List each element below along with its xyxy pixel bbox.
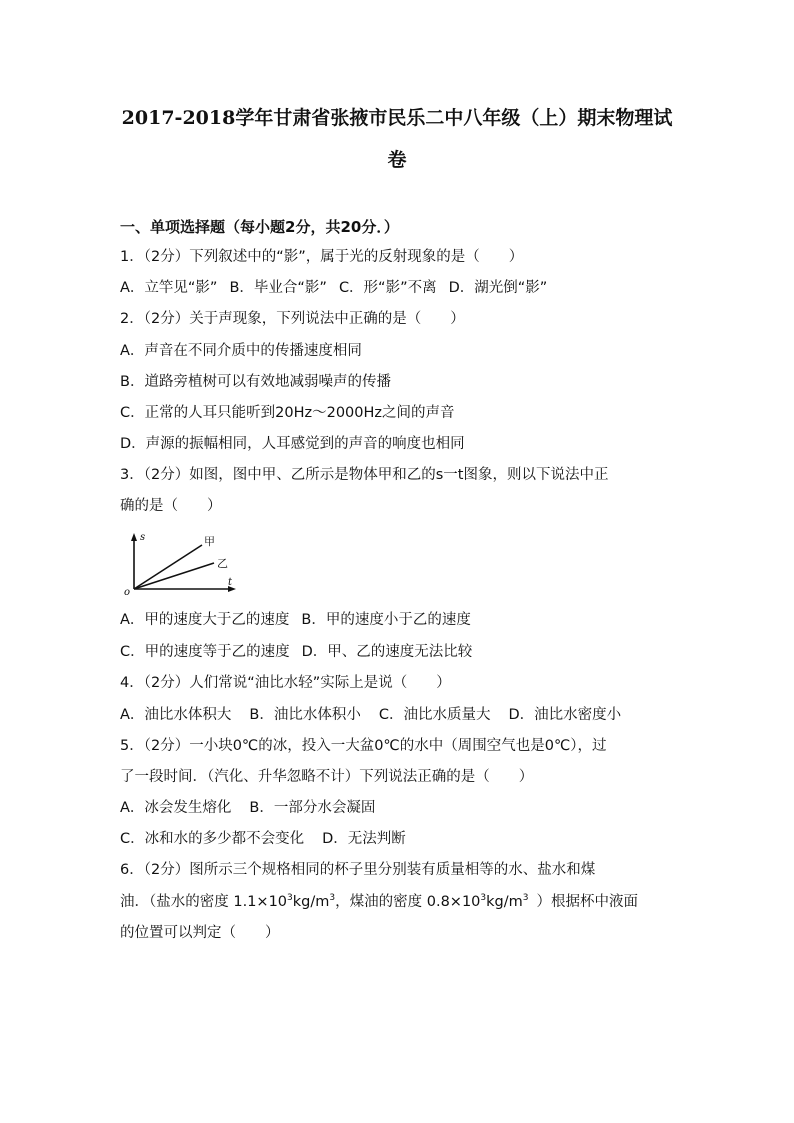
q1-option-c[interactable]: C．形“影”不离 (338, 280, 437, 296)
q2-option-a[interactable]: A．声音在不同介质中的传播速度相同 (120, 343, 362, 359)
q6-text-e: ）根据杯中液面 (536, 894, 638, 910)
q1-stem: 1．（2分）下列叙述中的“影”，属于光的反射现象的是（ ） (120, 249, 524, 265)
line-jia (134, 545, 202, 589)
q4-option-b[interactable]: B．油比水体积小 (249, 707, 361, 723)
q1-options (120, 278, 547, 298)
q6-text-d: kg/m (486, 894, 523, 910)
exam-title-line2: 卷 (387, 149, 407, 171)
q5-options-row2 (120, 829, 406, 849)
q6-stem-line1: 6．（2分）图所示三个规格相同的杯子里分别装有质量相等的水、盐水和煤 (120, 862, 596, 878)
q2-option-d[interactable]: D．声源的振幅相同，人耳感觉到的声音的响度也相同 (120, 436, 465, 452)
section-heading: 一、单项选择题（每小题2分，共20分．） (120, 218, 399, 236)
axis-s-label: s (140, 532, 146, 543)
q6-text-a: 油．（盐水的密度 1.1×10 (120, 894, 288, 910)
q4-options (120, 705, 621, 725)
label-yi: 乙 (217, 557, 228, 570)
q5-option-b[interactable]: B．一部分水会凝固 (249, 800, 376, 816)
q1-option-a[interactable]: A．立竿见“影” (120, 280, 218, 296)
axis-t-label: t (228, 577, 233, 588)
q3-option-c[interactable]: C．甲的速度等于乙的速度 (120, 644, 290, 660)
q3-option-a[interactable]: A．甲的速度大于乙的速度 (120, 612, 290, 628)
q6-sup-4: 3 (522, 893, 529, 904)
q2-option-b[interactable]: B．道路旁植树可以有效地减弱噪声的传播 (120, 374, 391, 390)
q1-option-d[interactable]: D．湖光倒“影” (448, 280, 548, 296)
q3-stem-line1: 3．（2分）如图，图中甲、乙所示是物体甲和乙的s一t图象，则以下说法中正 (120, 467, 609, 483)
q3-options-row2 (120, 642, 472, 662)
q4-option-c[interactable]: C．油比水质量大 (378, 707, 491, 723)
q5-option-a[interactable]: A．冰会发生熔化 (120, 800, 232, 816)
q5-stem-line1: 5．（2分）一小块0℃的冰，投入一大盆0℃的水中（周围空气也是0℃），过 (120, 738, 607, 754)
q5-options-row1 (120, 798, 375, 818)
exam-title-line1: 2017-2018学年甘肃省张掖市民乐二中八年级（上）期末物理试 (121, 107, 673, 129)
origin-label: o (124, 587, 131, 595)
label-jia: 甲 (204, 535, 215, 548)
q5-option-d[interactable]: D．无法判断 (322, 831, 406, 847)
q2-stem: 2．（2分）关于声现象，下列说法中正确的是（ ） (120, 311, 465, 327)
q6-text-c: ，煤油的密度 0.8×10 (335, 894, 481, 910)
q6-stem-line3: 的位置可以判定（ ） (120, 925, 280, 941)
q3-stem-line2: 确的是（ ） (120, 498, 222, 514)
q3-st-graph (120, 531, 240, 595)
q6-text-b: kg/m (292, 894, 330, 910)
q4-option-a[interactable]: A．油比水体积大 (120, 707, 232, 723)
q4-option-d[interactable]: D．油比水密度小 (508, 707, 622, 723)
s-axis-arrow (131, 533, 137, 541)
q2-option-c[interactable]: C．正常的人耳只能听到20Hz～2000Hz之间的声音 (120, 405, 455, 421)
q1-option-b[interactable]: B．毕业合“影” (229, 280, 327, 296)
line-yi (134, 563, 214, 589)
q3-options-row1 (120, 610, 471, 630)
q6-sup-3: 3 (480, 893, 487, 904)
q6-stem-line2 (120, 892, 638, 912)
q4-stem: 4．（2分）人们常说“油比水轻”实际上是说（ ） (120, 675, 451, 691)
q5-option-c[interactable]: C．冰和水的多少都不会变化 (120, 831, 305, 847)
q3-option-b[interactable]: B．甲的速度小于乙的速度 (301, 612, 471, 628)
q5-stem-line2: 了一段时间．（汽化、升华忽略不计）下列说法正确的是（ ） (120, 769, 534, 785)
q6-sup-1: 3 (287, 893, 293, 904)
q3-option-d[interactable]: D．甲、乙的速度无法比较 (301, 644, 473, 660)
q6-sup-2: 3 (329, 893, 336, 904)
